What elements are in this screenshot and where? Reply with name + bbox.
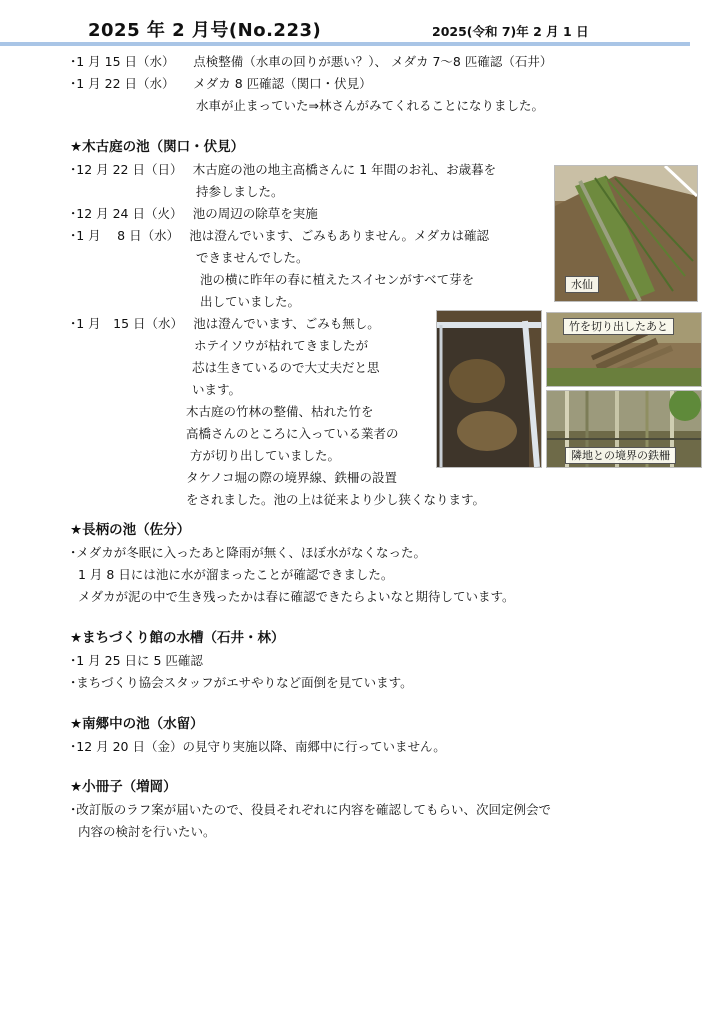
kokotei-line: ･12 月 22 日（日） 木古庭の池の地主高橋さんに 1 年間のお礼、お歳暮を xyxy=(70,162,497,177)
kokotei-line: 池の横に昨年の春に植えたスイセンがすべて芽を xyxy=(200,272,475,287)
kokotei-line: ･1 月 8 日（水） 池は澄んでいます、ごみもありません。メダカは確認 xyxy=(70,228,490,243)
nagae-line: メダカが泥の中で生き残ったかは春に確認できたらよいなと期待しています。 xyxy=(78,589,515,604)
intro-line-2: ･1 月 22 日（水） メダカ 8 匹確認（関口・伏見） xyxy=(70,76,372,91)
kokotei-line: ホテイソウが枯れてきましたが xyxy=(194,338,369,353)
kokotei-line: 持参しました。 xyxy=(196,184,284,199)
booklet-line: ･改訂版のラフ案が届いたので、役員それぞれに内容を確認してもらい、次回定例会で xyxy=(70,802,552,817)
photo-caption-fence: 隣地との境界の鉄柵 xyxy=(565,447,676,464)
kokotei-line: 芯は生きているので大丈夫だと思 xyxy=(192,360,380,375)
photo-boundary-fence xyxy=(546,390,702,468)
kokotei-line: タケノコ堀の際の境界線、鉄柵の設置 xyxy=(186,470,398,485)
section-heading-kokotei: ★木古庭の池（関口・伏見） xyxy=(70,139,245,155)
section-heading-nangou: ★南郷中の池（水留） xyxy=(70,716,204,732)
kokotei-line: います。 xyxy=(192,382,242,397)
kokotei-line: 出していました。 xyxy=(200,294,301,309)
kokotei-line: をされました。池の上は従来より少し狭くなります。 xyxy=(186,492,486,507)
issue-date: 2025(令和 7)年 2 月 1 日 xyxy=(432,24,589,39)
nagae-line: 1 月 8 日には池に水が溜まったことが確認できました。 xyxy=(78,567,394,582)
newsletter-title: 2025 年 2 月号(No.223) xyxy=(88,20,322,41)
photo-daffodils xyxy=(554,165,698,302)
kokotei-line: 方が切り出していました。 xyxy=(190,448,341,463)
kokotei-line: できませんでした。 xyxy=(196,250,309,265)
machizukuri-line: ･1 月 25 日に 5 匹確認 xyxy=(70,653,203,668)
intro-line-3: 水車が止まっていた⇒林さんがみてくれることになりました。 xyxy=(196,98,544,113)
section-heading-nagae: ★長柄の池（佐分） xyxy=(70,522,191,538)
machizukuri-line: ･まちづくり協会スタッフがエサやりなど面倒を見ています。 xyxy=(70,675,413,690)
photo-caption-daffodils: 水仙 xyxy=(565,276,599,293)
section-heading-machizukuri: ★まちづくり館の水槽（石井・林） xyxy=(70,630,285,646)
booklet-line: 内容の検討を行いたい。 xyxy=(78,824,216,839)
kokotei-line: ･1 月 15 日（水） 池は澄んでいます、ごみも無し。 xyxy=(70,316,380,331)
pond-image xyxy=(437,311,541,467)
photo-bamboo-cut xyxy=(546,312,702,387)
kokotei-line: 木古庭の竹林の整備、枯れた竹を xyxy=(186,404,374,419)
kokotei-line: 高橋さんのところに入っている業者の xyxy=(186,426,399,441)
intro-line-1: ･1 月 15 日（水） 点検整備（水車の回りが悪い？）、 メダカ 7～8 匹確認（石井） xyxy=(70,54,553,69)
photo-pond xyxy=(436,310,542,468)
nangou-line: ･12 月 20 日（金）の見守り実施以降、南郷中に行っていません。 xyxy=(70,739,446,754)
kokotei-line: ･12 月 24 日（火） 池の周辺の除草を実施 xyxy=(70,206,318,221)
photo-caption-bamboo: 竹を切り出したあと xyxy=(563,318,674,335)
header-rule xyxy=(0,42,690,46)
section-heading-booklet: ★小冊子（増岡） xyxy=(70,779,177,795)
nagae-line: ･メダカが冬眠に入ったあと降雨が無く、ほぼ水がなくなった。 xyxy=(70,545,427,560)
